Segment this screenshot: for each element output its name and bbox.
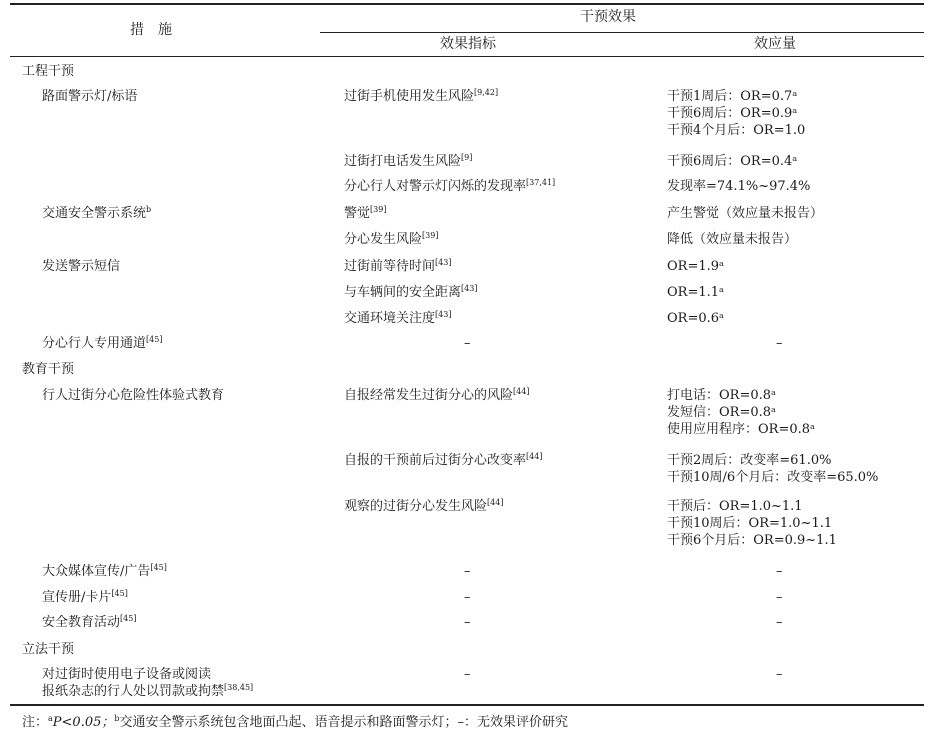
effect-cell: 干预1周后：OR=0.7ᵃ 干预6周后：OR=0.9ᵃ 干预4个月后：OR=1.0	[667, 89, 806, 138]
indicator-cell: 过街手机使用发生风险[9,42]	[344, 88, 499, 104]
measure-cell: 交通安全警示系统$^b$	[42, 205, 152, 221]
effect-cell: –	[776, 590, 783, 605]
bottom-rule	[10, 704, 924, 706]
indicator-cell: –	[464, 336, 471, 351]
header-sub-rule	[320, 32, 924, 33]
effect-cell: OR=1.1ᵃ	[667, 285, 725, 300]
effect-cell: 干预6周后：OR=0.4ᵃ	[667, 154, 798, 169]
indicator-cell: 与车辆间的安全距离[43]	[344, 284, 478, 300]
section-title: 教育干预	[22, 362, 75, 377]
indicator-cell: –	[464, 615, 471, 630]
indicator-cell: 分心发生风险[39]	[344, 231, 439, 247]
indicator-cell: 自报经常发生过街分心的风险[44]	[344, 387, 530, 403]
effect-cell: 产生警觉（效应量未报告）	[667, 206, 824, 221]
effect-cell: 打电话：OR=0.8ᵃ 发短信：OR=0.8ᵃ 使用应用程序：OR=0.8ᵃ	[667, 388, 816, 437]
effect-cell: –	[776, 615, 783, 630]
indicator-cell: 自报的干预前后过街分心改变率[44]	[344, 452, 543, 468]
indicator-cell: –	[464, 564, 471, 579]
measure-cell: 大众媒体宣传/广告[45]	[42, 563, 167, 579]
measure-cell: 宣传册/卡片[45]	[42, 589, 128, 605]
effect-cell: 干预后：OR=1.0~1.1 干预10周后：OR=1.0~1.1 干预6个月后：OR=0.9~1.1	[667, 499, 837, 548]
measure-cell: 分心行人专用通道[45]	[42, 335, 163, 351]
effect-cell: OR=1.9ᵃ	[667, 259, 725, 274]
indicator-cell: 过街打电话发生风险[9]	[344, 153, 473, 169]
effect-cell: –	[776, 336, 783, 351]
indicator-cell: 过街前等待时间[43]	[344, 258, 452, 274]
effect-cell: 干预2周后：改变率=61.0% 干预10周/6个月后：改变率=65.0%	[667, 453, 879, 485]
effect-cell: OR=0.6ᵃ	[667, 311, 725, 326]
indicator-cell: 警觉[39]	[344, 205, 387, 221]
measure-cell: 对过街时使用电子设备或阅读 报纸杂志的行人处以罚款或拘禁[38,45]	[42, 667, 254, 699]
measure-cell: 行人过街分心危险性体验式教育	[42, 388, 225, 403]
indicator-cell: –	[464, 667, 471, 682]
header-effect-group: 干预效果	[580, 9, 636, 25]
indicator-cell: 分心行人对警示灯闪烁的发现率[37,41]	[344, 178, 556, 194]
indicator-cell: –	[464, 590, 471, 605]
effect-cell: 降低（效应量未报告）	[667, 232, 798, 247]
header-indicator: 效果指标	[440, 36, 496, 52]
top-rule	[10, 3, 924, 5]
header-bottom-rule	[10, 56, 924, 57]
measure-cell: 路面警示灯/标语	[42, 89, 138, 104]
section-title: 工程干预	[22, 64, 75, 79]
section-title: 立法干预	[22, 642, 75, 657]
header-effect-size: 效应量	[754, 36, 796, 52]
header-measure: 措 施	[130, 22, 172, 38]
effect-cell: 发现率=74.1%~97.4%	[667, 179, 811, 194]
measure-cell: 发送警示短信	[42, 259, 121, 274]
indicator-cell: 观察的过街分心发生风险[44]	[344, 498, 504, 514]
effect-cell: –	[776, 667, 783, 682]
measure-cell: 安全教育活动[45]	[42, 614, 137, 630]
indicator-cell: 交通环境关注度[43]	[344, 310, 452, 326]
effect-cell: –	[776, 564, 783, 579]
table-footnote: 注：$^a$P<0.05；$^b$交通安全警示系统包含地面凸起、语音提示和路面警示灯；–：无效果评价研究	[22, 714, 569, 730]
